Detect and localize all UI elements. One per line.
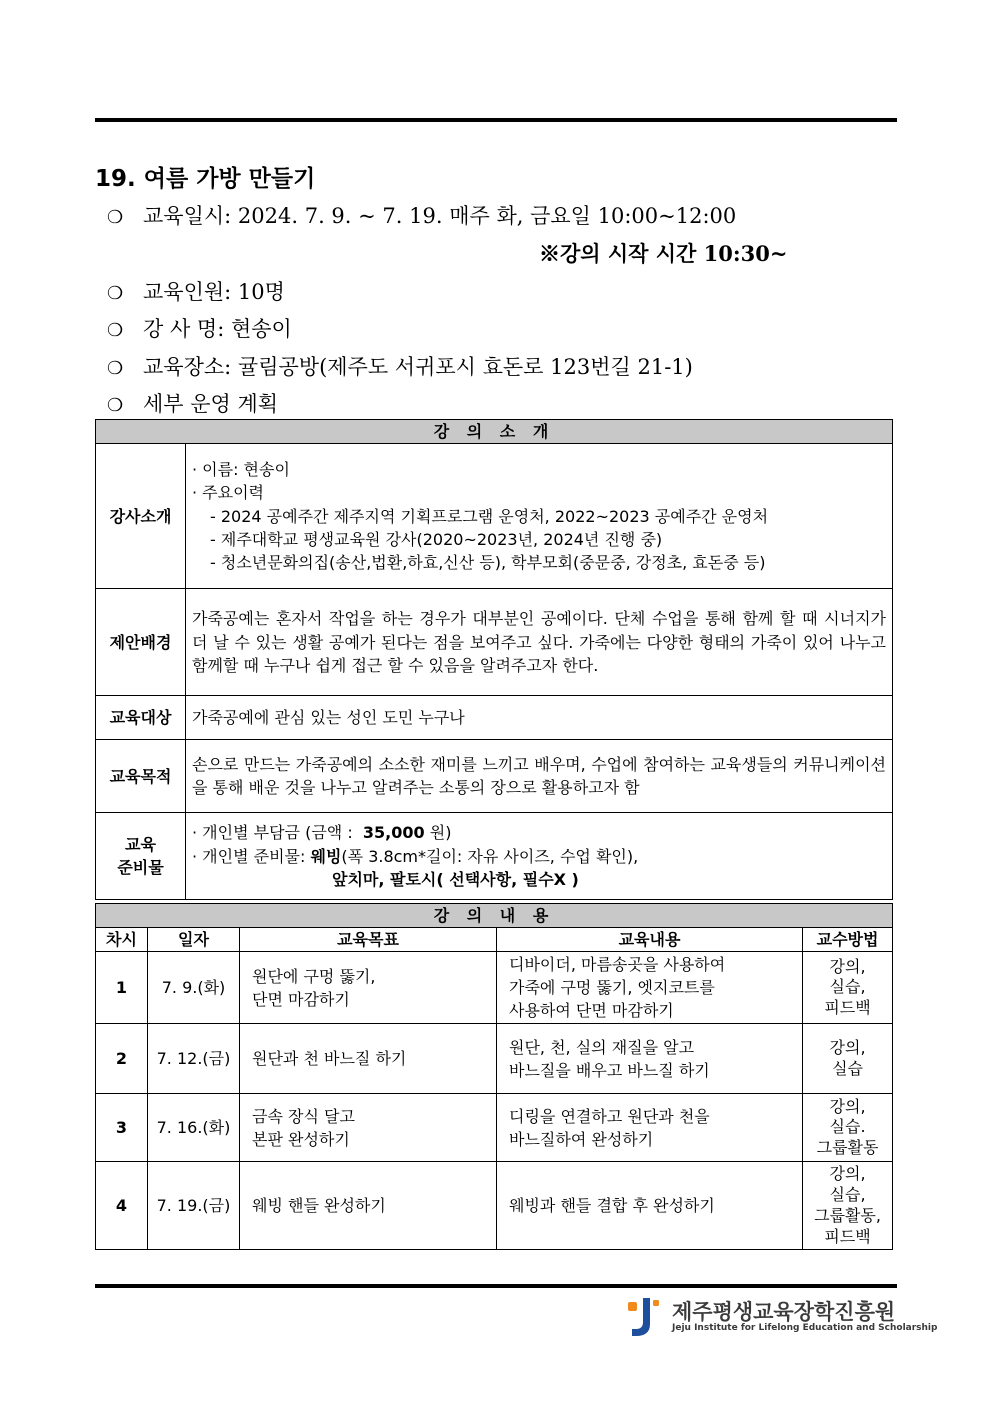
goal-line: 웨빙 핸들 완성하기 [252,1196,386,1216]
session-date: 7. 16.(화) [148,1094,240,1162]
session-method [803,1094,893,1162]
content-line: 원단, 천, 실의 재질을 알고 [509,1037,695,1057]
start-time-note: ※강의 시작 시간 10:30~ [539,241,788,266]
content-table [95,903,893,1250]
career-item: - 제주대학교 평생교육원 강사(2020~2023년, 2024년 진행 중) [210,529,663,549]
col-header-session: 차시 [96,928,148,952]
participants-value: 10명 [237,280,285,304]
session-number: 1 [96,952,148,1024]
content-header: 강 의 내 용 [96,904,893,928]
session-number: 2 [96,1024,148,1094]
session-number: 4 [96,1162,148,1250]
instructor-intro-label: 강사소개 [96,444,186,589]
circle-bullet-icon: ❍ [107,358,124,379]
session-method [803,1162,893,1250]
method-line: 피드백 [824,1226,871,1246]
circle-bullet-icon: ❍ [107,283,124,304]
instructor-intro-content [186,444,893,589]
career-item: - 2024 공예주간 제주지역 기획프로그램 운영처, 2022~2023 공예주간 운영처 [210,506,769,526]
materials-label [96,813,186,900]
session-date: 7. 9.(화) [148,952,240,1024]
circle-bullet-icon: ❍ [107,320,124,341]
institute-name: 제주평생교육장학진흥원 [672,1300,896,1324]
items-prefix: · 개인별 준비물: [192,846,306,866]
materials-label-line: 교육 [125,835,156,854]
method-line: 강의, [829,1164,866,1184]
fee-suffix: 원) [429,823,452,843]
institute-subtitle: Jeju Institute for Lifelong Education and Scholarship [672,1323,938,1333]
content-line: 바느질하여 완성하기 [509,1129,654,1149]
method-line: 실습, [829,1185,866,1205]
instructor-value: 현송이 [230,317,292,341]
fee-amount: 35,000 [362,823,425,843]
method-line: 실습, [829,977,866,997]
col-header-method: 교수방법 [803,928,893,952]
intro-header: 강 의 소 개 [96,420,893,444]
session-method [803,1024,893,1094]
jeju-institute-logo-icon [626,1296,662,1338]
intro-table [95,419,893,900]
career-item: - 청소년문화의집(송산,법환,하효,신산 등), 학부모회(중문중, 강정초, 효돈중 등) [210,552,766,572]
participants-label: 교육인원: [143,280,232,304]
method-line: 피드백 [824,998,871,1018]
content-line: 디바이더, 마름송곳을 사용하여 [509,955,726,975]
venue-value: 귤림공방(제주도 서귀포시 효돈로 123번길 21-1) [237,355,693,379]
materials-label-line: 준비물 [117,858,164,878]
session-content [497,952,803,1024]
method-line: 실습. [829,1117,866,1137]
materials-content [186,813,893,900]
goal-line: 원단과 천 바느질 하기 [252,1049,407,1069]
goal-text: 손으로 만드는 가죽공예의 소소한 재미를 느끼고 배우며, 수업에 참여하는 교육생들의 커뮤니케이션을 통해 배운 것을 나누고 알려주는 소통의 장으로 활용하고자 함 [186,740,893,813]
background-text: 가죽공예는 혼자서 작업을 하는 경우가 대부분인 공예이다. 단체 수업을 통해 함께 할 때 시너지가 더 날 수 있는 생활 공예가 된다는 점을 보여주고 싶다. 가죽에는 다양한 형태의 가죽이 있어 나누고 함께할 때 누구나 쉽게 접근 할 수 있음을 알려주고자 한다. [186,589,893,696]
method-line: 강의, [829,1096,866,1116]
circle-bullet-icon: ❍ [107,395,124,416]
items-line-2: 앞치마, 팔토시( 선택사항, 필수X ) [332,869,579,889]
instructor-name-line: · 이름: 현송이 [192,460,290,480]
session-date: 7. 19.(금) [148,1162,240,1250]
career-heading: · 주요이력 [192,483,264,503]
items-bold: 웨빙 [310,846,342,866]
table-row [96,1094,893,1162]
goal-line: 단면 마감하기 [252,989,350,1009]
institute-logo [626,1296,938,1340]
method-line: 그룹활동 [816,1138,879,1158]
session-goal [240,1162,497,1250]
page-title: 19. 여름 가방 만들기 [95,166,316,192]
instructor-line [107,313,292,343]
top-rule [95,118,897,122]
table-row [96,952,893,1024]
fee-prefix: · 개인별 부담금 (금액 : [192,823,353,843]
schedule-line [107,200,736,230]
method-line: 강의, [829,1038,866,1058]
fee-line [192,821,886,844]
method-line: 실습 [832,1058,863,1078]
method-line: 강의, [829,956,866,976]
schedule-value: 2024. 7. 9. ~ 7. 19. 매주 화, 금요일 10:00~12:00 [237,204,737,228]
content-line: 가죽에 구멍 뚫기, 엣지코트를 [509,978,715,998]
col-header-date: 일자 [148,928,240,952]
content-line: 사용하여 단면 마감하기 [509,1001,674,1021]
target-label: 교육대상 [96,696,186,740]
session-date: 7. 12.(금) [148,1024,240,1094]
content-line: 디링을 연결하고 원단과 천을 [509,1106,710,1126]
col-header-goal: 교육목표 [240,928,497,952]
content-line: 바느질을 배우고 바느질 하기 [509,1060,710,1080]
items-line [192,845,886,868]
table-row [96,1024,893,1094]
venue-label: 교육장소: [143,355,232,379]
background-label: 제안배경 [96,589,186,696]
method-line: 그룹활동, [814,1205,881,1225]
plan-label: 세부 운영 계획 [143,392,279,416]
col-header-content: 교육내용 [497,928,803,952]
plan-line [107,388,278,418]
session-number: 3 [96,1094,148,1162]
session-content [497,1024,803,1094]
circle-bullet-icon: ❍ [107,207,124,228]
goal-label: 교육목적 [96,740,186,813]
goal-line: 원단에 구멍 뚫기, [252,966,376,986]
goal-line: 금속 장식 달고 [252,1106,355,1126]
bottom-rule [95,1284,897,1288]
items-rest: (폭 3.8cm*길이: 자유 사이즈, 수업 확인), [341,846,639,866]
goal-line: 본판 완성하기 [252,1129,350,1149]
session-goal [240,1024,497,1094]
session-method [803,952,893,1024]
session-goal [240,952,497,1024]
session-goal [240,1094,497,1162]
instructor-label: 강 사 명: [143,317,225,341]
session-content [497,1094,803,1162]
venue-line [107,351,693,381]
participants-line [107,276,285,306]
content-line: 웨빙과 핸들 결합 후 완성하기 [509,1196,715,1216]
schedule-label: 교육일시: [143,204,232,228]
table-row [96,1162,893,1250]
target-text: 가죽공예에 관심 있는 성인 도민 누구나 [186,696,893,740]
session-content [497,1162,803,1250]
